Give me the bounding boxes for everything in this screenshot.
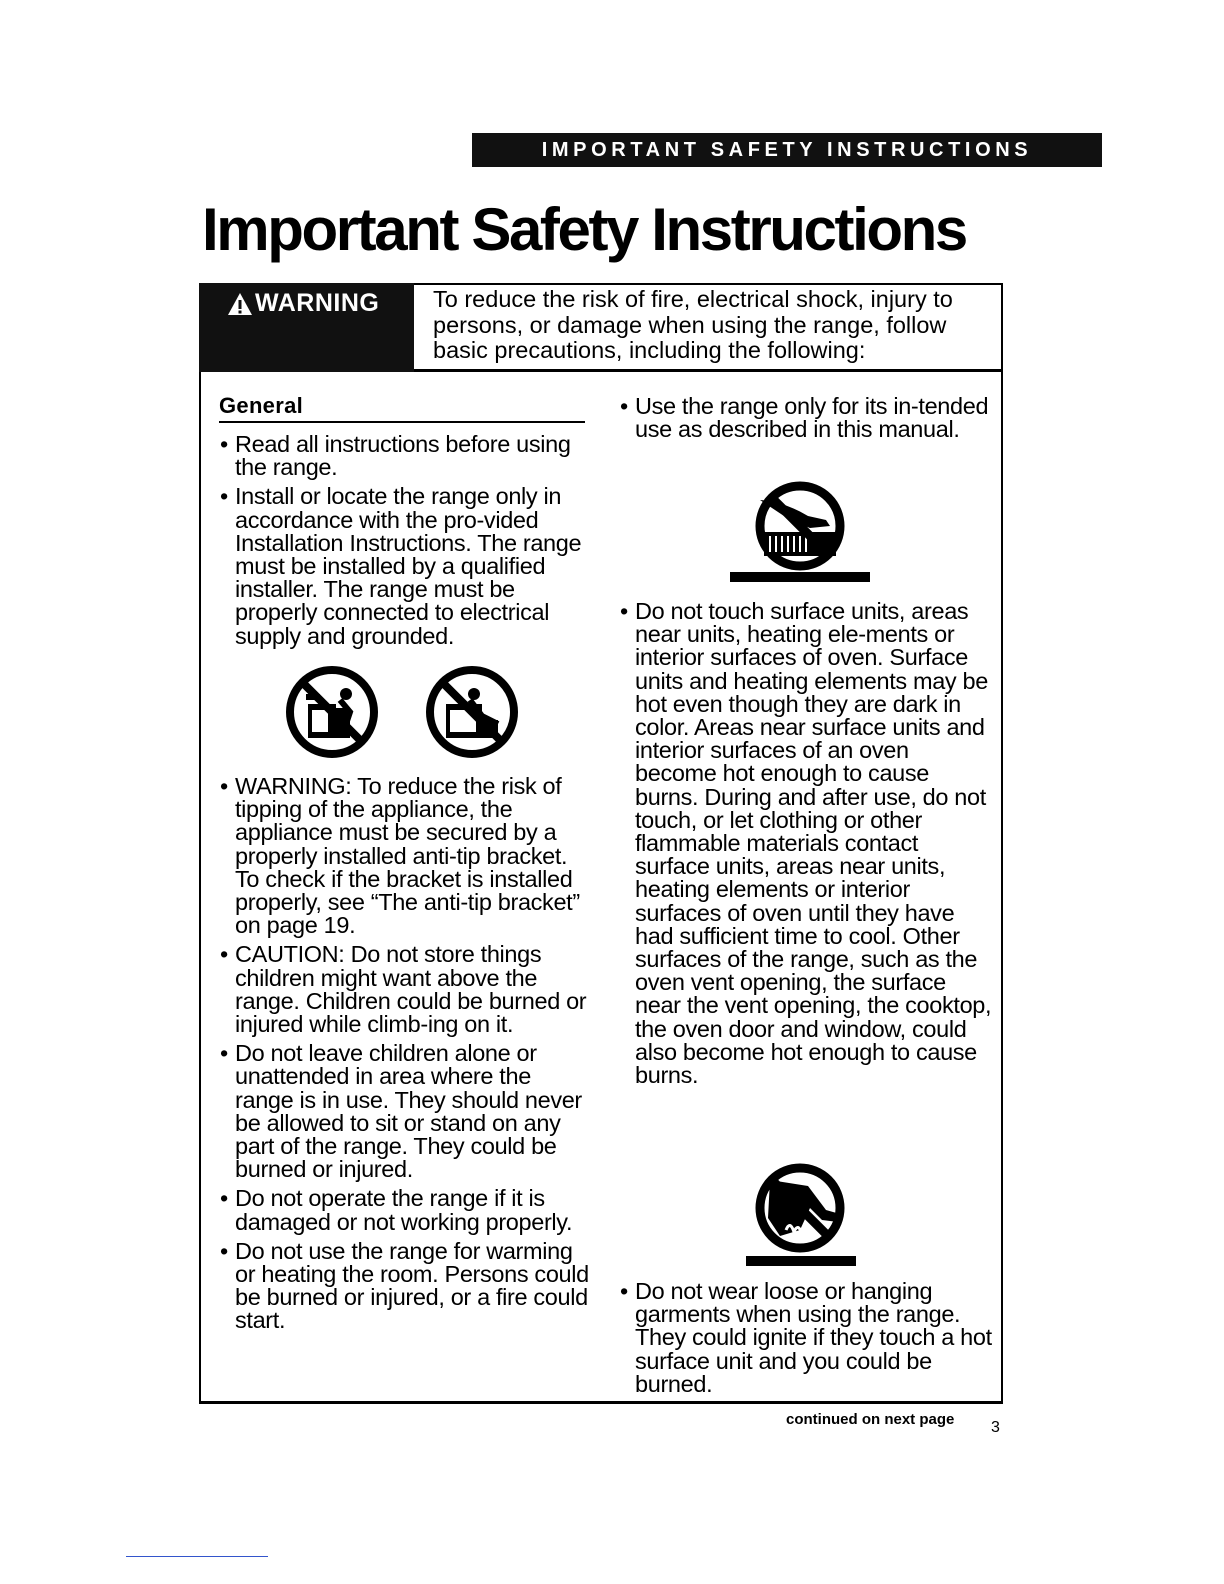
list-right-a bbox=[620, 395, 996, 447]
header-bar: IMPORTANT SAFETY INSTRUCTIONS bbox=[472, 133, 1102, 167]
list-item: • Do not operate the range if it is damaged or not working properly. bbox=[220, 1185, 573, 1235]
bottom-rule bbox=[126, 1556, 268, 1557]
heading-rule bbox=[219, 421, 585, 423]
list-item: • Use the range only for its in-tended use as described in this manual. bbox=[620, 393, 989, 443]
list-item: • Do not use the range for warming or heating the room. Persons could be burned or injured, or a fire could start. bbox=[220, 1237, 589, 1334]
warning-label-text: WARNING bbox=[255, 289, 380, 317]
list-item: • Do not wear loose or hanging garments when using the range. They could ignite if they touch a hot surface unit and you could be burned. bbox=[620, 1278, 992, 1397]
section-heading: General bbox=[219, 393, 304, 418]
list-item: • WARNING: To reduce the risk of tipping of the appliance, the appliance must be secured by a properly installed anti-tip bracket. To check if the bracket is installed properly, see “The anti-tip bracket” on page 19. bbox=[220, 773, 580, 939]
list-item: • Install or locate the range only in accordance with the pro-vided Installation Instructions. The range must be installed by a qualified installer. The range must be properly connected to electrical supply and grounded. bbox=[220, 483, 582, 649]
list-right-b bbox=[620, 600, 996, 1093]
continued-note: continued on next page bbox=[786, 1411, 955, 1428]
list-left-b bbox=[220, 775, 592, 1339]
warning-label bbox=[199, 283, 414, 372]
page-title: Important Safety Instructions bbox=[202, 196, 966, 263]
page-number: 3 bbox=[991, 1419, 1000, 1436]
warning-triangle-icon bbox=[227, 292, 253, 316]
no-touch-hot-surface-icon bbox=[730, 480, 870, 584]
list-item: • CAUTION: Do not store things children might want above the range. Children could be burned or injured while climb-ing on it. bbox=[220, 941, 587, 1038]
list-left-a bbox=[220, 433, 592, 654]
list-item: • Read all instructions before using the range. bbox=[220, 431, 571, 481]
warning-text: To reduce the risk of fire, electrical shock, injury to persons, or damage when using the range, follow basic precautions, including the following: bbox=[433, 286, 953, 363]
list-item: • Do not leave children alone or unattended in area where the range is in use. They should never be allowed to sit or stand on any part of the range. They could be burned or injured. bbox=[220, 1040, 582, 1183]
list-item: • Do not touch surface units, areas near units, heating ele-ments or interior surfaces of oven. Surface units and heating elements may be hot even though they are dark in color. Areas near surface units and interior surfaces of an oven become hot enough to cause burns. During and after use, do not touch, or let clothing or other flammable materials contact surface units, areas near units, heating elements or interior surfaces of oven until they have had sufficient time to cool. Other surfaces of the range, such as the oven vent opening, the surface near the vent opening, the cooktop, the oven door and window, could also become hot enough to cause burns. bbox=[620, 598, 992, 1089]
no-loose-clothing-icon bbox=[730, 1160, 870, 1270]
no-climbing-icon bbox=[284, 664, 380, 760]
no-standing-icon bbox=[424, 664, 520, 760]
list-right-c bbox=[620, 1280, 996, 1402]
